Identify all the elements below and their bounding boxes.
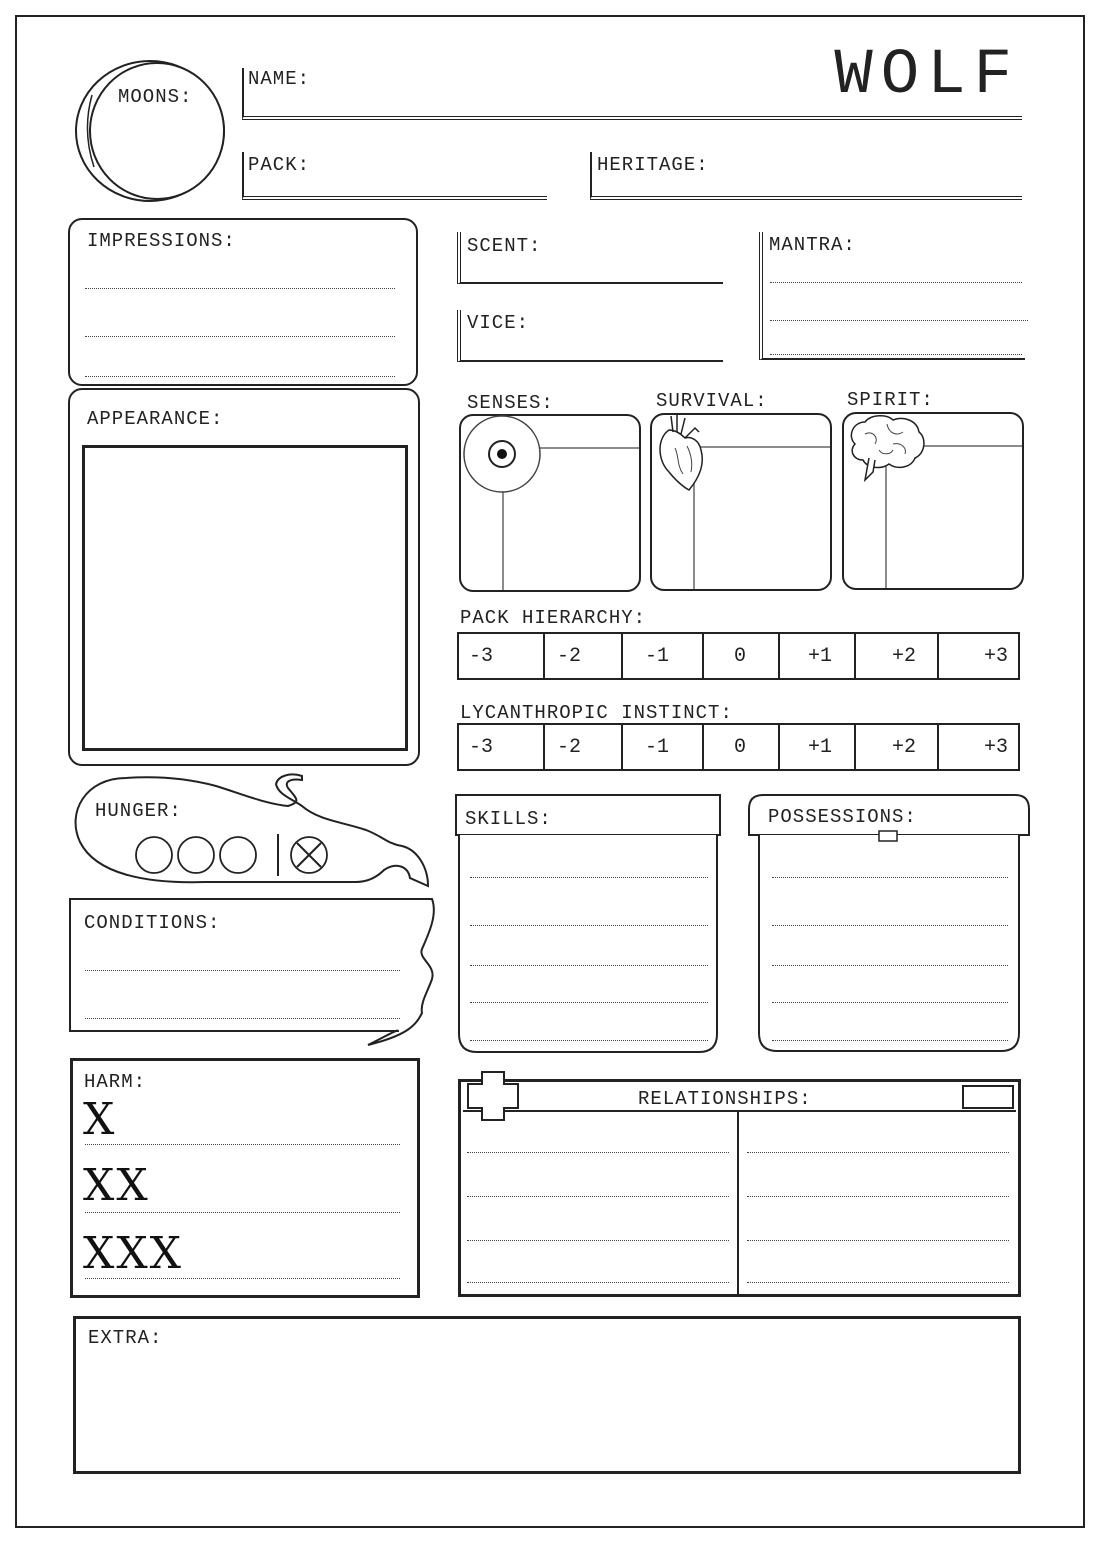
skills-label: SKILLS: — [465, 808, 552, 830]
pack-hierarchy-scale — [457, 632, 1020, 680]
appearance-label: APPEARANCE: — [87, 408, 224, 430]
hunger-pip[interactable] — [220, 837, 256, 873]
lycanthropic-instinct-cell[interactable]: +1 — [780, 725, 856, 769]
spirit-label: SPIRIT: — [847, 389, 934, 411]
pack-hierarchy-cell[interactable]: +2 — [856, 634, 939, 678]
lycanthropic-instinct-label: LYCANTHROPIC INSTINCT: — [460, 702, 733, 724]
possessions-line[interactable] — [772, 925, 1008, 926]
lycanthropic-instinct-cell[interactable]: +2 — [856, 725, 939, 769]
lycanthropic-instinct-scale — [457, 723, 1020, 771]
relationships-label: RELATIONSHIPS: — [638, 1088, 812, 1110]
skills-line[interactable] — [470, 1002, 708, 1003]
scent-label: SCENT: — [467, 235, 542, 257]
conditions-label: CONDITIONS: — [84, 912, 221, 934]
harm-level-2: XX — [83, 1160, 150, 1211]
mantra-field[interactable] — [759, 232, 1025, 360]
brain-icon — [845, 414, 927, 484]
pack-hierarchy-cell[interactable]: -1 — [623, 634, 704, 678]
mantra-line — [770, 320, 1028, 321]
cross-icon — [466, 1070, 522, 1122]
harm-line[interactable] — [85, 1212, 400, 1213]
pack-hierarchy-label: PACK HIERARCHY: — [460, 607, 647, 629]
pack-hierarchy-cell[interactable]: +1 — [780, 634, 856, 678]
mantra-line — [770, 282, 1022, 283]
impressions-label: IMPRESSIONS: — [87, 230, 236, 252]
impressions-line — [85, 288, 395, 289]
heritage-field[interactable] — [590, 152, 1022, 200]
appearance-image-area[interactable] — [82, 445, 408, 751]
relationships-column-divider — [737, 1110, 739, 1294]
possessions-line[interactable] — [772, 1040, 1008, 1041]
impressions-line — [85, 336, 395, 337]
possessions-line[interactable] — [772, 965, 1008, 966]
page-title: WOLF — [834, 40, 1020, 112]
harm-level-3: XXX — [83, 1228, 183, 1279]
lycanthropic-instinct-cell[interactable]: 0 — [704, 725, 780, 769]
relationships-line[interactable] — [747, 1282, 1009, 1283]
pack-field[interactable] — [242, 152, 547, 200]
relationships-line[interactable] — [747, 1240, 1009, 1241]
harm-line[interactable] — [85, 1144, 400, 1145]
mantra-label: MANTRA: — [769, 234, 856, 256]
vice-label: VICE: — [467, 312, 530, 334]
heart-icon — [655, 412, 707, 492]
impressions-line — [85, 376, 395, 377]
relationships-line[interactable] — [467, 1152, 729, 1153]
lycanthropic-instinct-cell[interactable]: -1 — [623, 725, 704, 769]
scent-field[interactable] — [457, 232, 723, 284]
name-label: NAME: — [248, 68, 311, 90]
pack-label: PACK: — [248, 154, 311, 176]
skills-line[interactable] — [470, 965, 708, 966]
hunger-tracker — [134, 832, 334, 878]
harm-label: HARM: — [84, 1071, 147, 1093]
skills-line[interactable] — [470, 1040, 708, 1041]
possessions-line[interactable] — [772, 1002, 1008, 1003]
eye-icon — [462, 414, 544, 496]
pack-hierarchy-cell[interactable]: -2 — [545, 634, 623, 678]
mantra-line — [770, 354, 1022, 355]
moon-icon — [72, 55, 232, 210]
skills-line[interactable] — [470, 877, 708, 878]
skills-line[interactable] — [470, 925, 708, 926]
relationships-line[interactable] — [747, 1196, 1009, 1197]
survival-label: SURVIVAL: — [656, 390, 768, 412]
hunger-pip[interactable] — [136, 837, 172, 873]
relationships-line[interactable] — [747, 1152, 1009, 1153]
possessions-label: POSSESSIONS: — [768, 806, 917, 828]
relationships-header-divider — [463, 1110, 1016, 1112]
conditions-line — [85, 970, 400, 971]
possessions-line[interactable] — [772, 877, 1008, 878]
relationships-line[interactable] — [467, 1282, 729, 1283]
name-field[interactable] — [242, 68, 1022, 120]
hunger-label: HUNGER: — [95, 800, 182, 822]
extra-label: EXTRA: — [88, 1327, 163, 1349]
lycanthropic-instinct-cell[interactable]: -3 — [459, 725, 545, 769]
pack-hierarchy-cell[interactable]: -3 — [459, 634, 545, 678]
vice-field[interactable] — [457, 310, 723, 362]
lycanthropic-instinct-cell[interactable]: -2 — [545, 725, 623, 769]
relationships-line[interactable] — [467, 1240, 729, 1241]
relationships-tag-box[interactable] — [962, 1085, 1014, 1109]
extra-box[interactable] — [73, 1316, 1021, 1474]
senses-label: SENSES: — [467, 392, 554, 414]
harm-level-1: X — [83, 1094, 117, 1145]
pack-hierarchy-cell[interactable]: 0 — [704, 634, 780, 678]
heritage-label: HERITAGE: — [597, 154, 709, 176]
hunger-pip[interactable] — [178, 837, 214, 873]
relationships-line[interactable] — [467, 1196, 729, 1197]
conditions-line — [85, 1018, 400, 1019]
pack-hierarchy-cell[interactable]: +3 — [983, 644, 1008, 668]
harm-line[interactable] — [85, 1278, 400, 1279]
moons-label: MOONS: — [118, 86, 193, 108]
lycanthropic-instinct-cell[interactable]: +3 — [983, 735, 1008, 759]
